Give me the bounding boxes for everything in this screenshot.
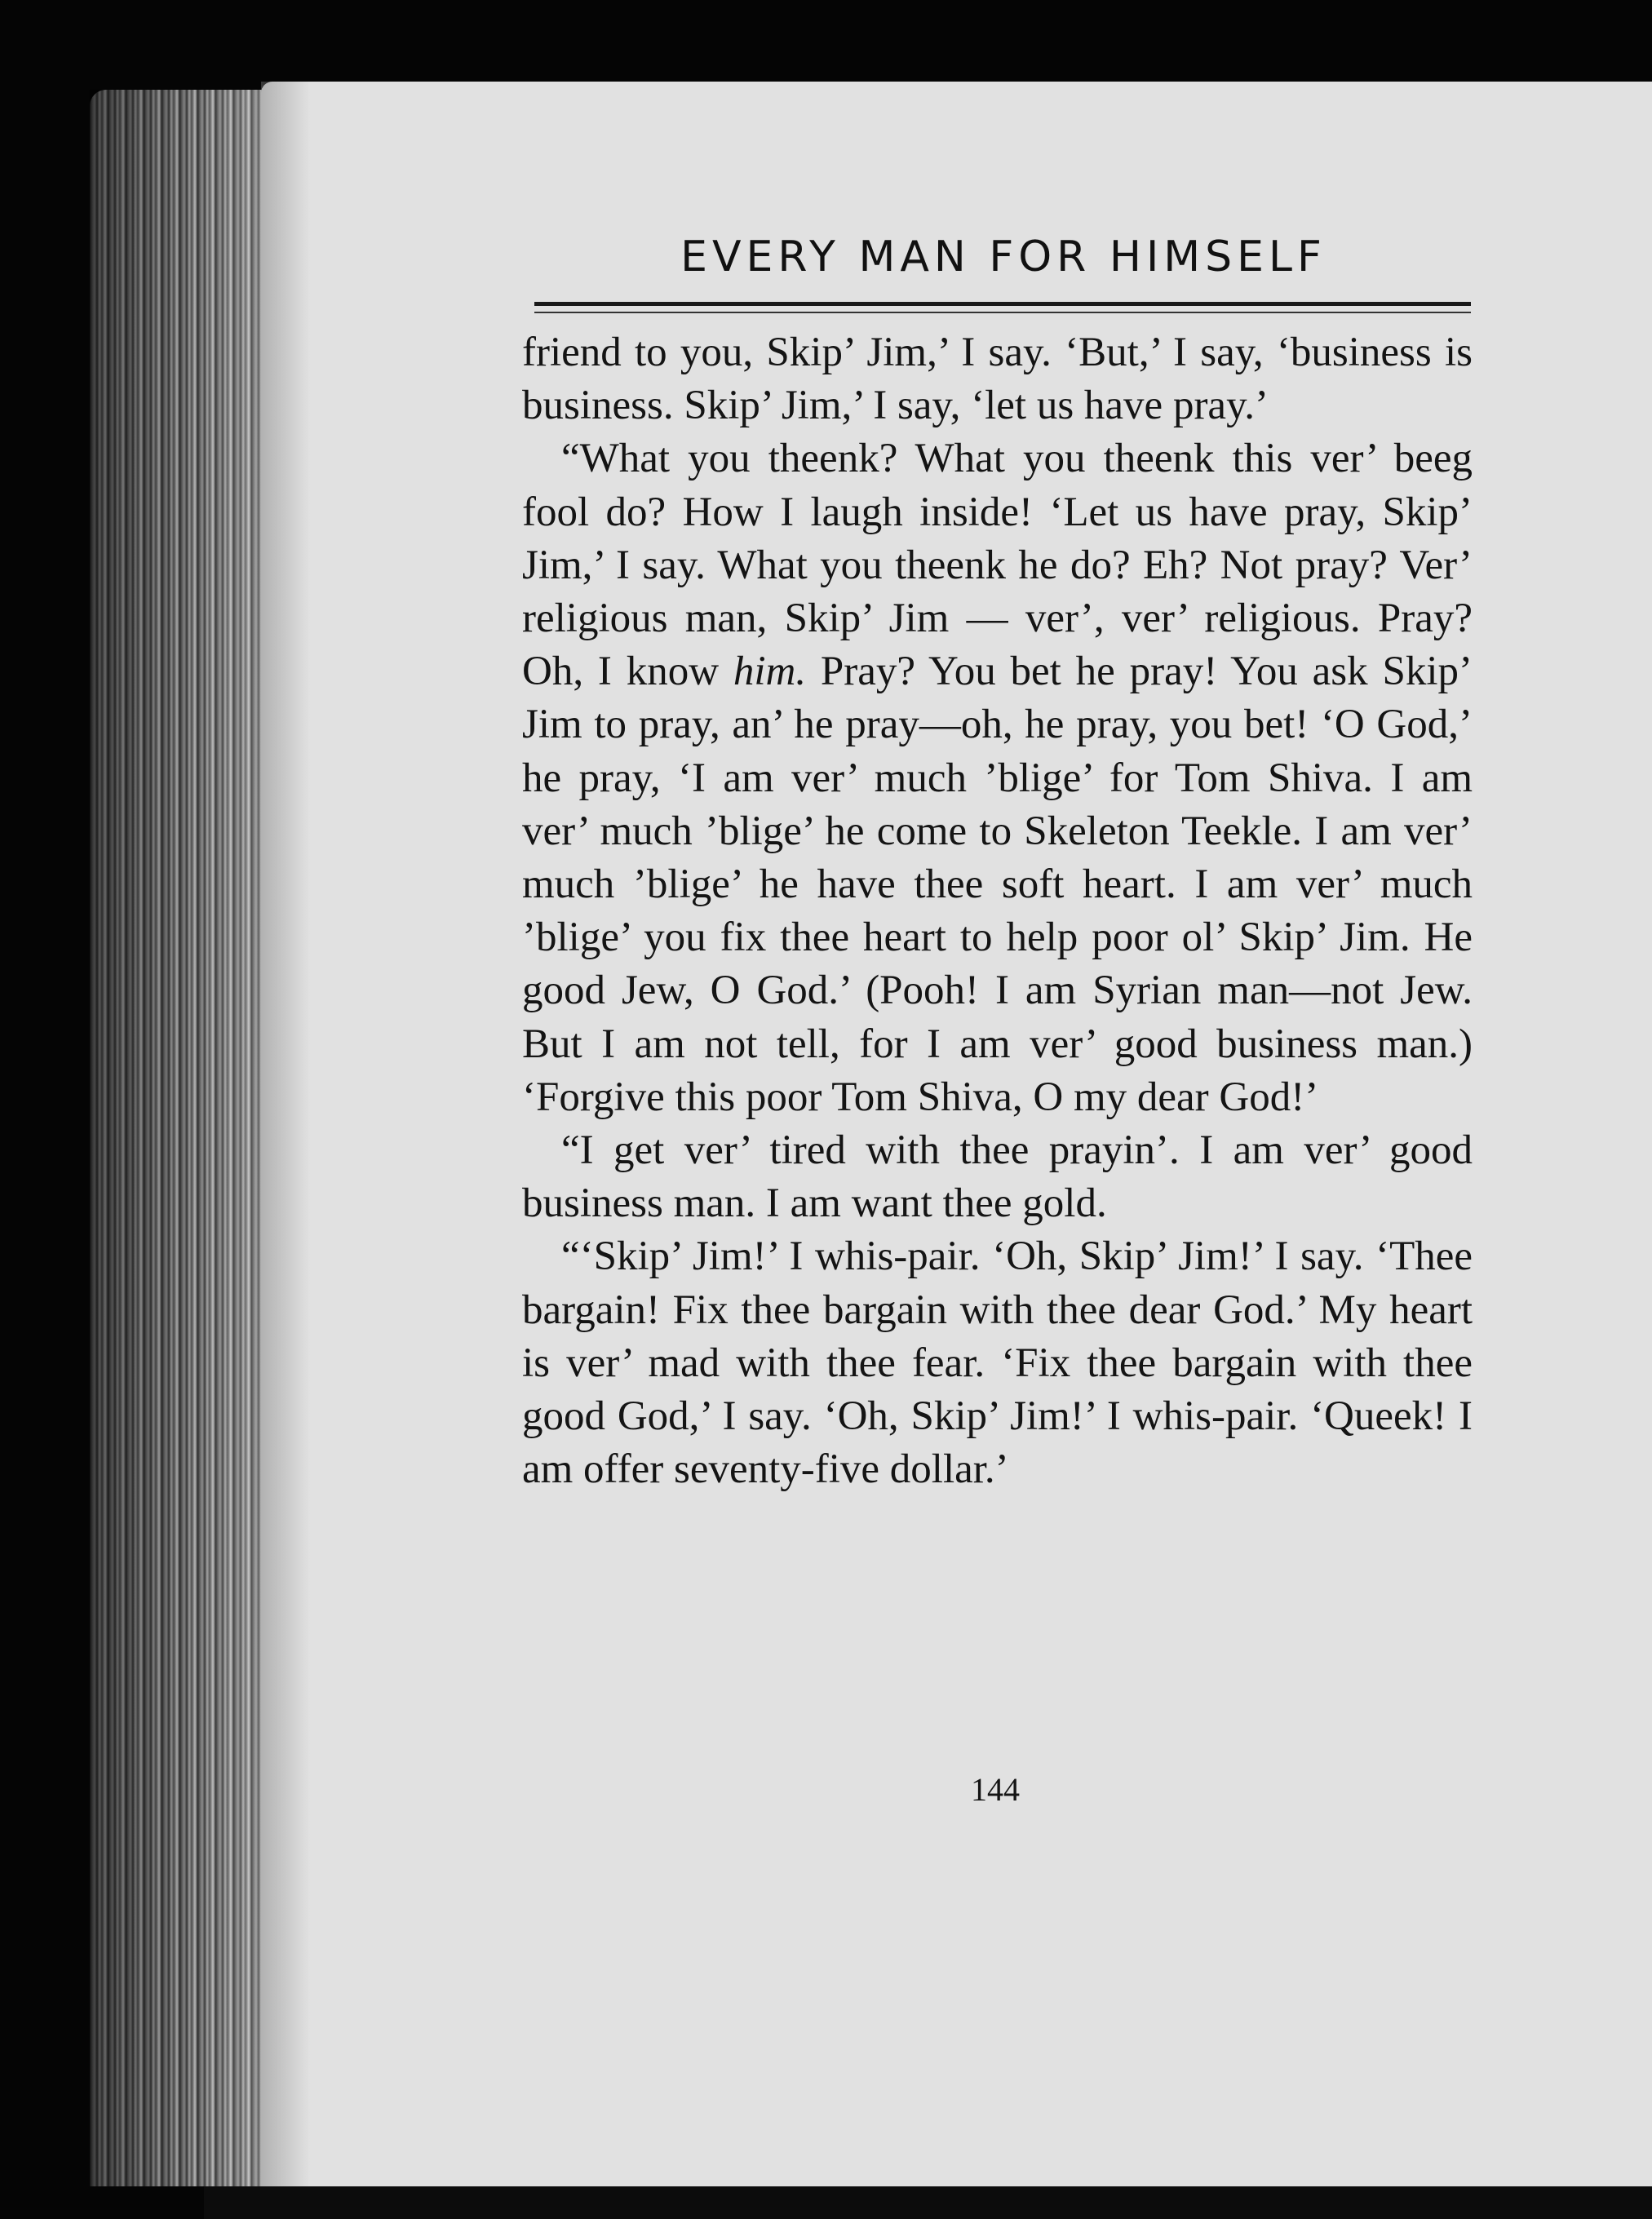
paragraph-4 [522,1230,1473,1496]
scan-bottom-border [204,2186,1652,2219]
paragraph-3 [522,1124,1473,1230]
paragraph-2-text-a: “What you theenk? What you theenk this ver’ beeg fool do? How I laugh inside! ‘Let us have pray, Skip’ Jim,’ I say. What you theenk he do? Eh? Not pray? Ver’ religious man, Skip’ Jim — ver’, ver’ religious. Pray? Oh, I know [522,436,1473,695]
paragraph-2-italic-him: him. [733,649,807,695]
paragraph-1 [522,326,1473,432]
page-fore-edge [90,90,269,2186]
running-head: EVERY MAN FOR HIMSELF [680,233,1326,281]
page-number: 144 [971,1771,1020,1808]
header-rule-thick [534,302,1471,306]
paragraph-2-text-b: Pray? You bet he pray! You ask Skip’ Jim to pray, an’ he pray—oh, he pray, you bet! ‘O God,’ he pray, ‘I am ver’ much ’blige’ for Tom Shiva. I am ver’ much ’blige’ he come to Skeleton Teekle. I am ver’ much ’blige’ he have thee soft heart. I am ver’ much ’blige’ you fix thee heart to help poor ol’ Skip’ Jim. He good Jew, O God.’ (Pooh! I am Syrian man—not Jew. But I am not tell, for I am ver’ good business man.) ‘Forgive this poor Tom Shiva, O my dear God!’ [522,649,1473,1120]
body-text [522,326,1473,1496]
paragraph-2 [522,432,1473,1124]
header-rule-thin [534,312,1471,313]
paragraph-4-text: “‘Skip’ Jim!’ I whis-pair. ‘Oh, Skip’ Jim!’ I say. ‘Thee bargain! Fix thee bargain with thee dear God.’ My heart is ver’ mad with thee fear. ‘Fix thee bargain with thee good God,’ I say. ‘Oh, Skip’ Jim!’ I whis-pair. ‘Queek! I am offer seventy-five dollar.’ [522,1234,1473,1493]
paragraph-1-text: friend to you, Skip’ Jim,’ I say. ‘But,’ I say, ‘business is business. Skip’ Jim,’ I say, ‘let us have pray.’ [522,330,1473,429]
paragraph-3-text: “I get ver’ tired with thee prayin’. I am ver’ good business man. I am want thee gold. [522,1127,1473,1227]
